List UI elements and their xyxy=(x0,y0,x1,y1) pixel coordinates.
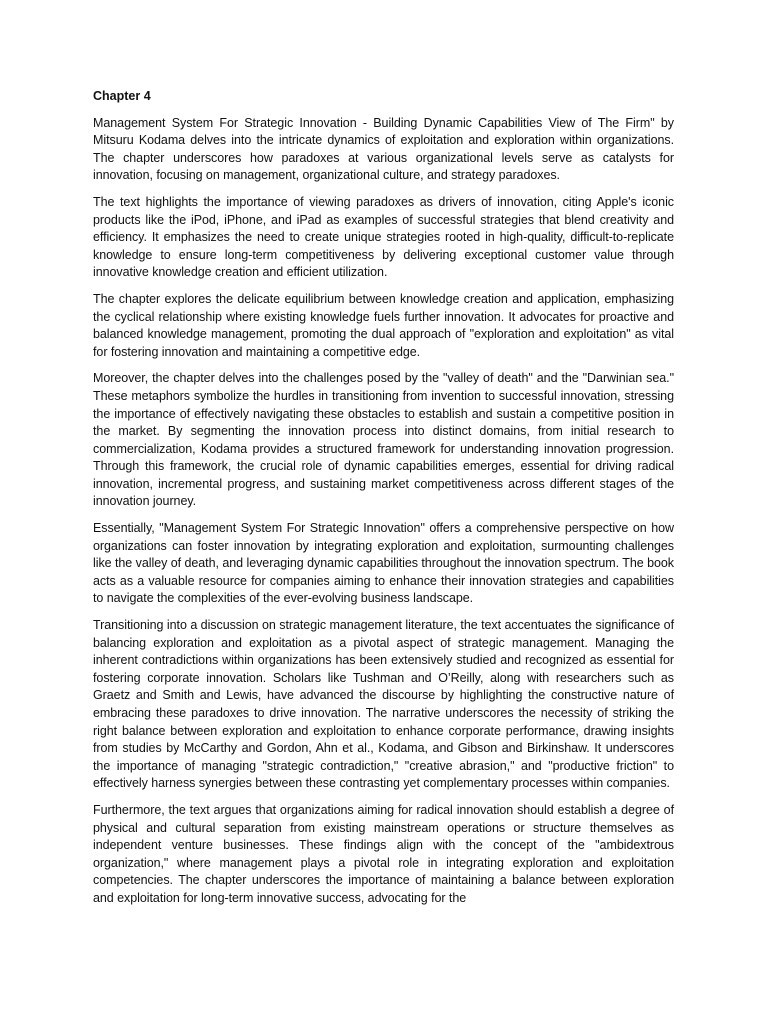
paragraph-5: Essentially, "Management System For Strategic Innovation" offers a comprehensive perspective on how organizations can foster innovation by integrating exploration and exploitation, surmounting challenges like the valley of death, and leveraging dynamic capabilities throughout the innovation spectrum. The book acts as a valuable resource for companies aiming to enhance their innovation strategies and capabilities to navigate the complexities of the ever-evolving business landscape. xyxy=(93,521,674,606)
paragraph-2: The text highlights the importance of viewing paradoxes as drivers of innovation, citing Apple's iconic products like the iPod, iPhone, and iPad as examples of successful strategies that blend creativity and efficiency. It emphasizes the need to create unique strategies rooted in high-quality, difficult-to-replicate knowledge to ensure long-term competitiveness by delivering exceptional customer value through innovative knowledge creation and efficient utilization. xyxy=(93,194,674,280)
paragraph-6: Transitioning into a discussion on strategic management literature, the text accentuates the significance of balancing exploration and exploitation as a pivotal aspect of strategic management. Managing the inherent contradictions within organizations has been extensively studied and recognized as essential for fostering corporate innovation. Scholars like Tushman and O’Reilly, along with researchers such as Graetz and Smith and Lewis, have advanced the discourse by highlighting the constructive nature of embracing these paradoxes to drive innovation. The narrative underscores the necessity of striking the right balance between exploration and exploitation to enhance corporate performance, drawing insights from studies by McCarthy and Gordon, Ahn et al., Kodama, and Gibson and Birkinshaw. It underscores the importance of managing "strategic contradiction," "creative abrasion," and "productive friction" to effectively harness synergies between these contrasting yet complementary processes within companies. xyxy=(93,618,674,791)
chapter-title: Chapter 4 xyxy=(93,89,151,103)
paragraph-4: Moreover, the chapter delves into the challenges posed by the "valley of death" and the "Darwinian sea." These metaphors symbolize the hurdles in transitioning from invention to successful innovation, stressing the importance of effectively navigating these obstacles to establish and sustain a competitive position in the market. By segmenting the innovation process into distinct domains, from initial research to commercialization, Kodama provides a structured framework for understanding innovation progression. Through this framework, the crucial role of dynamic capabilities emerges, essential for driving radical innovation, incremental progress, and sustaining market competitiveness across different stages of the innovation journey. xyxy=(93,371,674,509)
paragraph-1: Management System For Strategic Innovation - Building Dynamic Capabilities View of The Firm" by Mitsuru Kodama delves into the intricate dynamics of exploitation and exploration within organizations. The chapter underscores how paradoxes at various organizational levels serve as catalysts for innovation, focusing on management, organizational culture, and strategy paradoxes. xyxy=(93,115,674,183)
paragraph-3: The chapter explores the delicate equilibrium between knowledge creation and application, emphasizing the cyclical relationship where existing knowledge fuels further innovation. It advocates for proactive and balanced knowledge management, promoting the dual approach of "exploration and exploitation" as vital for fostering innovation and maintaining a competitive edge. xyxy=(93,291,674,359)
document-page xyxy=(93,88,674,917)
paragraph-7: Furthermore, the text argues that organizations aiming for radical innovation should establish a degree of physical and cultural separation from existing mainstream operations or structure themselves as independent venture businesses. These findings align with the concept of the "ambidextrous organization," where management plays a pivotal role in integrating exploration and exploitation competencies. The chapter underscores the importance of maintaining a balance between exploration and exploitation for long-term innovative success, advocating for the xyxy=(93,802,674,905)
